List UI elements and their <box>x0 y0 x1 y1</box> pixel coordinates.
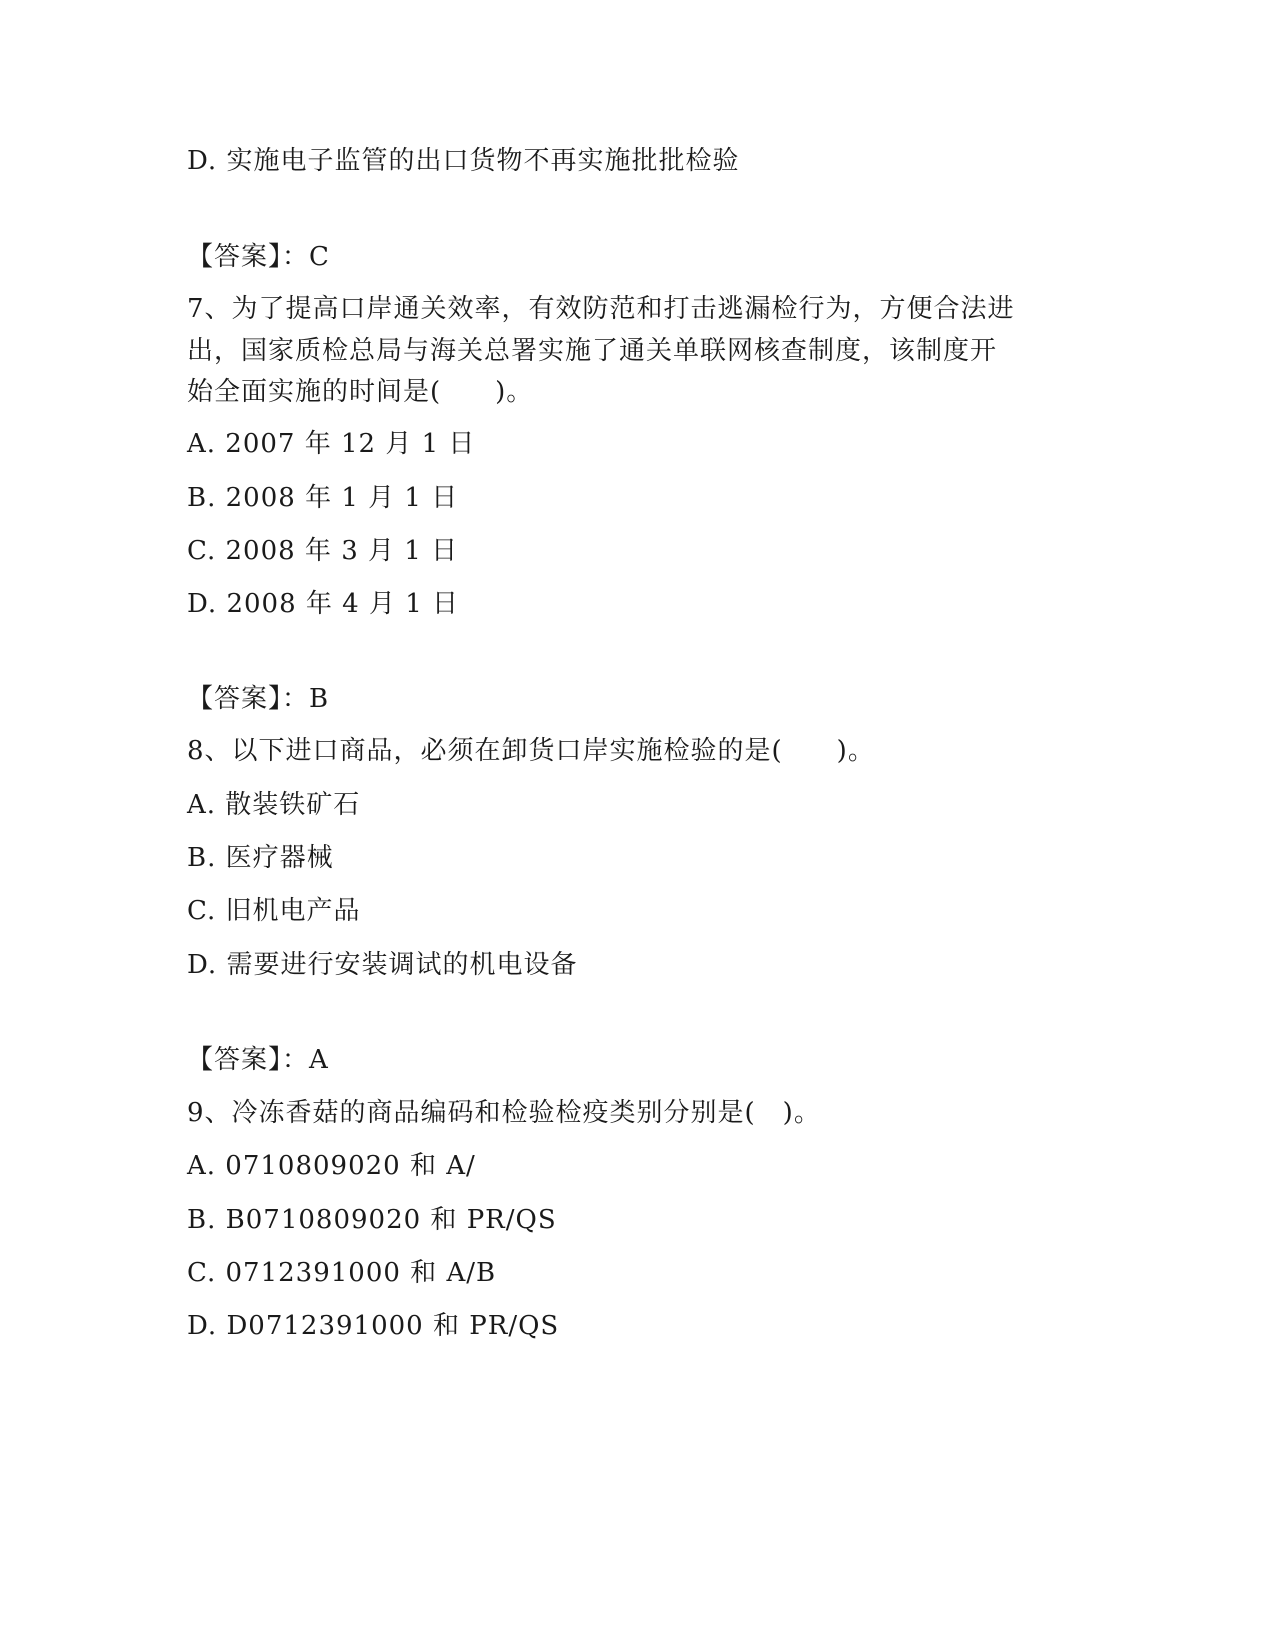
answer-value: A <box>309 1045 329 1075</box>
q7-answer <box>187 682 329 716</box>
answer-label: 【答案】： <box>187 684 310 714</box>
answer-label: 【答案】： <box>187 242 310 272</box>
q9-option-a: A. 0710809020 和 A/ <box>187 1151 476 1181</box>
q7-stem-line-2: 出，国家质检总局与海关总署实施了通关单联网核查制度，该制度开 <box>187 336 998 366</box>
answer-value: C <box>309 242 330 272</box>
answer-label: 【答案】： <box>187 1045 310 1075</box>
q7-stem-line-1: 7、为了提高口岸通关效率，有效防范和打击逃漏检行为，方便合法进 <box>187 294 1015 324</box>
q9-option-b: B. B0710809020 和 PR/QS <box>187 1205 557 1235</box>
q7-option-d: D. 2008 年 4 月 1 日 <box>187 589 460 619</box>
q9-option-c: C. 0712391000 和 A/B <box>187 1258 497 1288</box>
q7-option-b: B. 2008 年 1 月 1 日 <box>187 483 459 513</box>
q7-stem-line-3: 始全面实施的时间是( )。 <box>187 377 534 407</box>
q9-stem: 9、冷冻香菇的商品编码和检验检疫类别分别是( )。 <box>187 1098 821 1128</box>
q8-option-b: B. 医疗器械 <box>187 843 334 873</box>
q8-stem: 8、以下进口商品，必须在卸货口岸实施检验的是( )。 <box>187 736 875 766</box>
q8-option-d: D. 需要进行安装调试的机电设备 <box>187 950 578 980</box>
q8-option-a: A. 散装铁矿石 <box>187 790 361 820</box>
q8-answer <box>187 1043 329 1077</box>
q6-answer <box>187 240 330 274</box>
q7-option-a: A. 2007 年 12 月 1 日 <box>187 429 476 459</box>
answer-value: B <box>309 684 330 714</box>
q8-option-c: C. 旧机电产品 <box>187 896 361 926</box>
q6-option-d: D. 实施电子监管的出口货物不再实施批批检验 <box>187 146 740 176</box>
q7-option-c: C. 2008 年 3 月 1 日 <box>187 536 459 566</box>
q9-option-d: D. D0712391000 和 PR/QS <box>187 1311 560 1341</box>
